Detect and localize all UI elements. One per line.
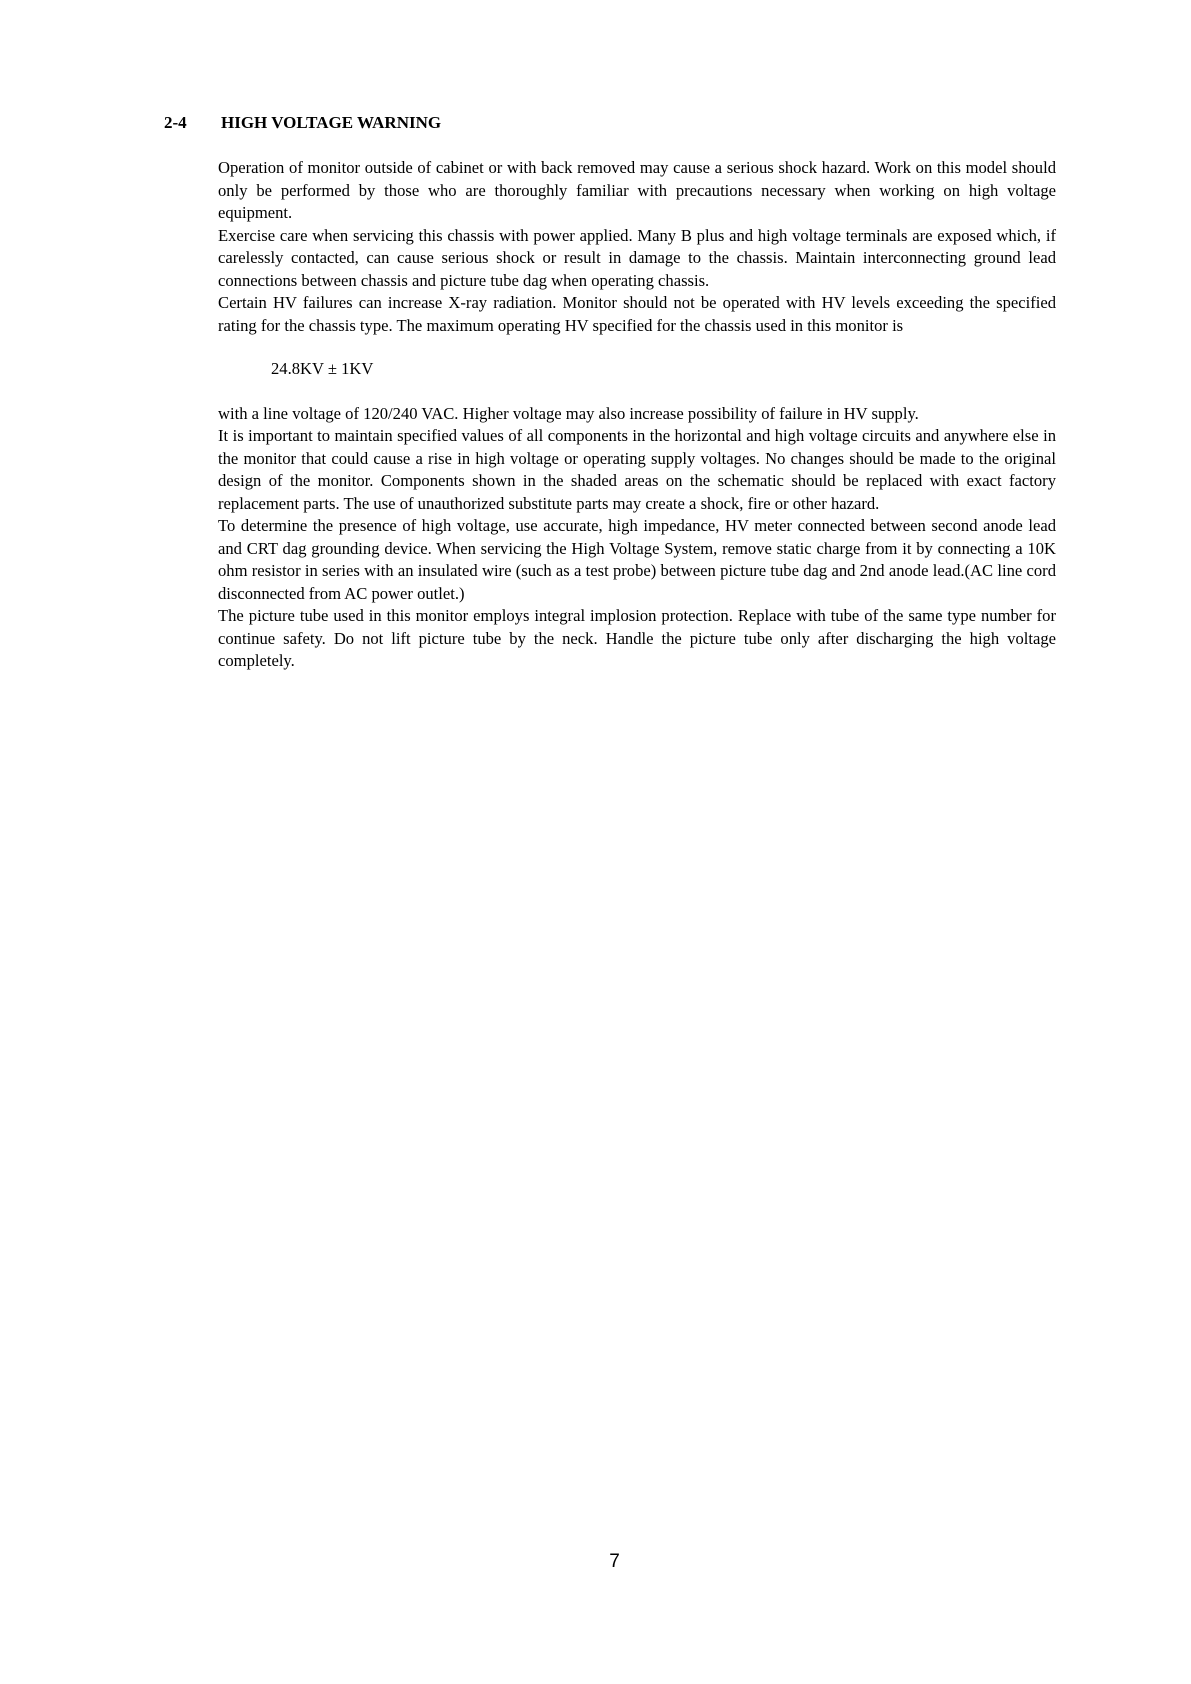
section-heading [164, 112, 441, 134]
paragraph-cabinet-warning: Operation of monitor outside of cabinet or with back removed may cause a serious shock hazard. Work on this model should only be performed by those who are thoroughly familiar with precautions necessary when working on high voltage equipment. [218, 158, 1056, 222]
page-number: 7 [609, 1551, 620, 1572]
paragraph-picture-tube: The picture tube used in this monitor employs integral implosion protection. Replace with tube of the same type number for continue safety. Do not lift picture tube by the neck. Handle the picture tube only after discharging the high voltage completely. [218, 606, 1056, 670]
voltage-spec: 24.8KV ± 1KV [271, 359, 374, 378]
paragraph-hv-measurement: To determine the presence of high voltage, use accurate, high impedance, HV meter connected between second anode lead and CRT dag grounding device. When servicing the High Voltage System, remove static charge from it by connecting a 10K ohm resistor in series with an insulated wire (such as a test probe) between picture tube dag and 2nd anode lead.(AC line cord disconnected from AC power outlet.) [218, 516, 1056, 603]
warning-body [218, 157, 1056, 673]
section-number: 2-4 [164, 113, 187, 132]
paragraph-xray-radiation: Certain HV failures can increase X-ray radiation. Monitor should not be operated with HV levels exceeding the specified rating for the chassis type. The maximum operating HV specified for the chassis used in this monitor is [218, 293, 1056, 335]
paragraph-servicing-care: Exercise care when servicing this chassis with power applied. Many B plus and high voltage terminals are exposed which, if carelessly contacted, can cause serious shock or result in damage to the chassis. Maintain interconnecting ground lead connections between chassis and picture tube dag when operating chassis. [218, 225, 1056, 290]
section-title: HIGH VOLTAGE WARNING [221, 113, 442, 132]
paragraph-line-voltage: with a line voltage of 120/240 VAC. Higher voltage may also increase possibility of failure in HV supply. [218, 403, 919, 423]
paragraph-component-values: It is important to maintain specified values of all components in the horizontal and high voltage circuits and anywhere else in the monitor that could cause a rise in high voltage or operating supply voltages. No changes should be made to the original design of the monitor. Components shown in the shaded areas on the schematic should be replaced with exact factory replacement parts. The use of unauthorized substitute parts may create a shock, fire or other hazard. [218, 426, 1056, 513]
